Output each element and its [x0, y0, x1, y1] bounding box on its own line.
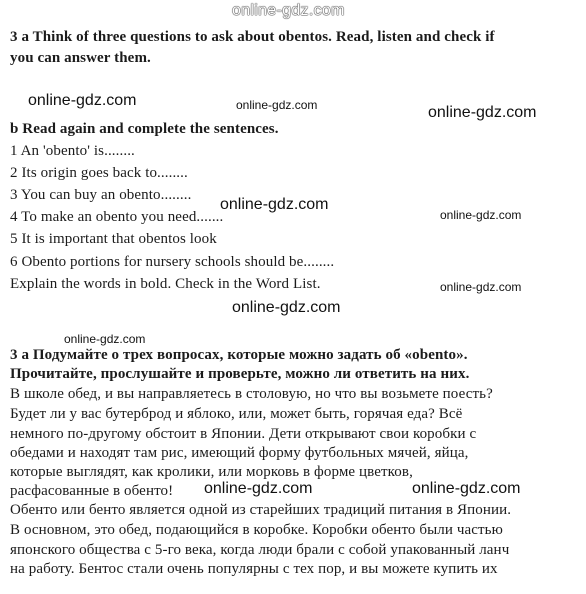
translation-heading-line-1: 3 а Подумайте о трех вопросах, которые можно задать об «obento». — [10, 347, 468, 363]
watermark: online-gdz.com — [220, 196, 329, 213]
exercise-3b-item-3: 3 You can buy an obento........ — [10, 187, 192, 203]
translation-body-line: обедами и находят там рис, имеющий форму футбольных мячей, яйца, — [10, 445, 469, 461]
exercise-3b-item-1: 1 An 'obento' is........ — [10, 143, 135, 159]
exercise-3b-item-2: 2 Its origin goes back to........ — [10, 165, 188, 181]
translation-body-line: Обенто или бенто является одной из старейших традиций питания в Японии. — [10, 502, 512, 518]
translation-body-line: расфасованные в обенто! — [10, 483, 174, 499]
exercise-3b-explain: Explain the words in bold. Check in the Word List. — [10, 276, 321, 292]
watermark: online-gdz.com — [236, 98, 318, 112]
translation-heading-line-2: Прочитайте, прослушайте и проверьте, можно ли ответить на них. — [10, 366, 470, 382]
translation-body-line: Будет ли у вас бутерброд и яблоко, или, может быть, горячая еда? Всё — [10, 406, 463, 422]
translation-body-line: В школе обед, и вы направляетесь в столовую, но что вы возьмете поесть? — [10, 386, 493, 402]
watermark-top: online-gdz.com — [232, 2, 345, 19]
exercise-3b-item-4: 4 To make an obento you need....... — [10, 209, 224, 225]
exercise-3b-item-6: 6 Obento portions for nursery schools should be........ — [10, 254, 335, 270]
watermark: online-gdz.com — [428, 104, 537, 121]
translation-body-line: В основном, это обед, подающийся в коробке. Коробки обенто были частью — [10, 522, 503, 538]
watermark: online-gdz.com — [440, 208, 522, 222]
exercise-3b-item-5: 5 It is important that obentos look — [10, 231, 217, 247]
watermark: online-gdz.com — [204, 480, 313, 497]
translation-body-line: на работу. Бентос стали очень популярны с тех пор, и вы можете купить их — [10, 561, 498, 577]
watermark: online-gdz.com — [28, 92, 137, 109]
watermark: online-gdz.com — [412, 480, 521, 497]
watermark: online-gdz.com — [440, 280, 522, 294]
watermark: online-gdz.com — [64, 332, 146, 346]
watermark: online-gdz.com — [232, 299, 341, 316]
exercise-3b-heading: b Read again and complete the sentences. — [10, 121, 279, 137]
exercise-3a-line-2: you can answer them. — [10, 50, 151, 66]
translation-body-line: которые выглядят, как кролики, или морковь в форме цветков, — [10, 464, 413, 480]
exercise-3a-line-1: 3 a Think of three questions to ask about obentos. Read, listen and check if — [10, 29, 495, 45]
translation-body-line: японского общества с 5-го века, когда люди брали с собой упакованный ланч — [10, 542, 510, 558]
translation-body-line: немного по-другому обстоит в Японии. Дети открывают свои коробки с — [10, 426, 477, 442]
